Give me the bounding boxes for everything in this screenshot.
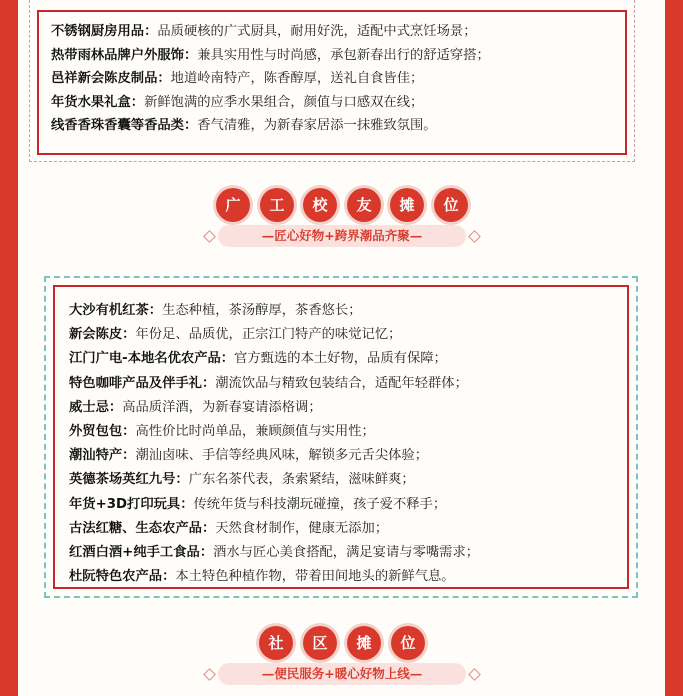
- vendor-box-2-inner: [53, 285, 629, 589]
- item-title: 大沙有机红茶：: [69, 303, 163, 318]
- list-item: [69, 299, 627, 323]
- title-char-circle: 区: [303, 626, 337, 660]
- list-item: [51, 44, 625, 68]
- section-subtitle: —匠心好物+跨界潮品齐聚—: [218, 225, 466, 247]
- item-title: 杜阮特色农产品：: [69, 569, 176, 585]
- title-char-circle: 社: [259, 626, 293, 660]
- item-title: 不锈钢厨房用品：: [51, 24, 158, 39]
- item-desc: 香气清雅，为新春家居添一抹雅致氛围。: [197, 118, 437, 134]
- list-item: [69, 420, 627, 444]
- list-item: [69, 444, 627, 468]
- item-title: 红酒白酒+纯手工食品：: [69, 545, 214, 561]
- title-char-circle: 摊: [390, 188, 424, 222]
- list-item: [51, 91, 625, 115]
- list-item: [69, 396, 627, 420]
- item-title: 古法红糖、生态农产品：: [69, 520, 216, 536]
- title-char-circle: 位: [391, 626, 425, 660]
- item-desc: 生态种植，茶汤醇厚，茶香悠长；: [162, 303, 362, 318]
- item-desc: 新鲜饱满的应季水果组合，颜值与口感双在线；: [144, 94, 424, 110]
- title-char-circle: 工: [260, 188, 294, 222]
- list-item: [69, 565, 627, 589]
- list-item: [69, 468, 627, 492]
- item-desc: 兼具实用性与时尚感，承包新春出行的舒适穿搭；: [197, 47, 490, 63]
- item-title: 年货水果礼盒：: [51, 94, 145, 110]
- vendor-box-2: [44, 276, 638, 598]
- item-title: 年货+3D打印玩具：: [69, 496, 194, 512]
- list-item: [51, 114, 625, 138]
- item-title: 英德茶场英红九号：: [69, 472, 189, 488]
- item-title: 新会陈皮：: [69, 327, 136, 343]
- section-subtitle: —便民服务+暖心好物上线—: [218, 663, 466, 685]
- list-item: [69, 517, 627, 541]
- item-desc: 高性价比时尚单品，兼顾颜值与实用性；: [135, 424, 375, 440]
- section-title-circles: [0, 188, 683, 228]
- item-desc: 品质硬核的广式厨具，耐用好洗，适配中式烹饪场景；: [157, 24, 477, 39]
- list-item: [69, 347, 627, 371]
- item-desc: 官方甄选的本土好物，品质有保障；: [234, 351, 447, 367]
- item-title: 热带雨林品牌户外服饰：: [51, 47, 198, 63]
- item-desc: 传统年货与科技潮玩碰撞，孩子爱不释手；: [193, 496, 447, 512]
- item-title: 线香香珠香囊等香品类：: [51, 118, 198, 134]
- item-desc: 广东名茶代表，条索紧结，滋味鲜爽；: [188, 472, 415, 488]
- list-item: [69, 541, 627, 565]
- item-desc: 本土特色种植作物，带着田间地头的新鲜气息。: [175, 569, 455, 585]
- list-item: [51, 20, 625, 44]
- item-title: 江门广电-本地名优农产品：: [69, 351, 235, 367]
- item-title: 特色咖啡产品及伴手礼：: [69, 375, 216, 391]
- item-desc: 地道岭南特产，陈香醇厚，送礼自食皆佳；: [170, 71, 424, 87]
- item-title: 邑祥新会陈皮制品：: [51, 71, 171, 87]
- item-desc: 天然食材制作，健康无添加；: [215, 520, 389, 536]
- item-desc: 酒水与匠心美食搭配，满足宴请与零嘴需求；: [213, 545, 480, 561]
- vendor-box-1-inner: [37, 10, 627, 155]
- item-desc: 高品质洋酒，为新春宴请添格调；: [122, 399, 322, 415]
- item-desc: 潮汕卤味、手信等经典风味，解锁多元舌尖体验；: [135, 448, 429, 464]
- item-desc: 年份足、品质优，正宗江门特产的味觉记忆；: [135, 327, 402, 343]
- list-item: [51, 67, 625, 91]
- title-char-circle: 位: [434, 188, 468, 222]
- item-title: 威士忌：: [69, 399, 123, 415]
- title-char-circle: 友: [347, 188, 381, 222]
- list-item: [69, 372, 627, 396]
- list-item: [69, 323, 627, 347]
- title-char-circle: 校: [303, 188, 337, 222]
- title-char-circle: 摊: [347, 626, 381, 660]
- section-title-circles: [0, 626, 683, 666]
- vendor-box-1: [29, 0, 635, 162]
- item-desc: 潮流饮品与精致包装结合，适配年轻群体；: [215, 375, 468, 391]
- title-char-circle: 广: [216, 188, 250, 222]
- item-title: 外贸包包：: [69, 424, 136, 440]
- list-item: [69, 493, 627, 517]
- item-title: 潮汕特产：: [69, 448, 136, 464]
